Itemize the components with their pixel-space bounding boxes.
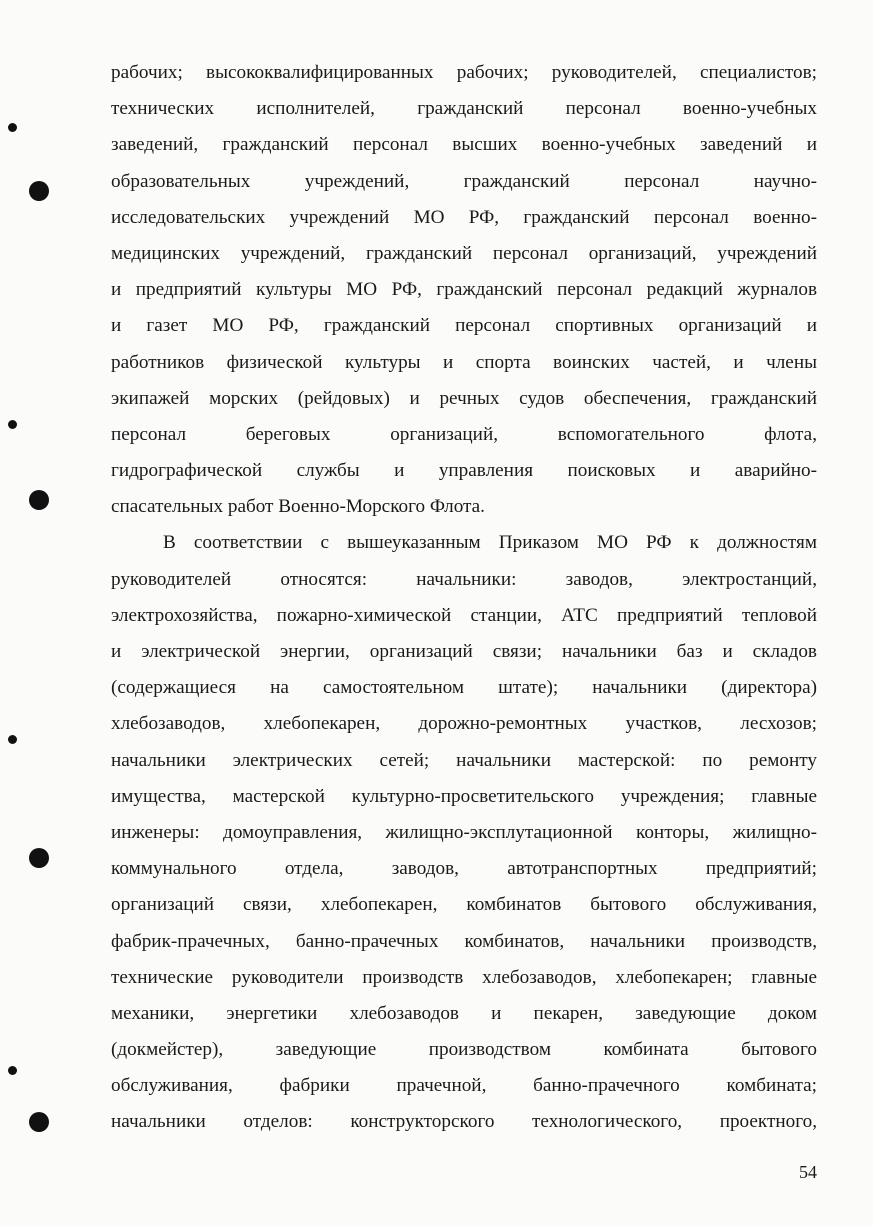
paragraph	[111, 525, 817, 1140]
text-line: начальники отделов: конструкторского технологического, проектного,	[111, 1111, 817, 1133]
text-line: организаций связи, хлебопекарен, комбинатов бытового обслуживания,	[111, 894, 817, 916]
text-line: персонал береговых организаций, вспомогательного флота,	[111, 423, 817, 445]
text-line: и газет МО РФ, гражданский персонал спортивных организаций и	[111, 315, 817, 337]
text-line: начальники электрических сетей; начальники мастерской: по ремонту	[111, 749, 817, 771]
text-line: спасательных работ Военно-Морского Флота.	[111, 496, 485, 518]
paragraph	[111, 55, 817, 525]
text-line: и электрической энергии, организаций связи; начальники баз и складов	[111, 641, 817, 662]
text-line: медицинских учреждений, гражданский персонал организаций, учреждений	[111, 242, 817, 264]
text-line: фабрик-прачечных, банно-прачечных комбинатов, начальники производств,	[111, 930, 817, 952]
binder-hole	[8, 123, 17, 132]
text-line: образовательных учреждений, гражданский персонал научно-	[111, 170, 817, 192]
page-number: 54	[799, 1162, 817, 1182]
text-line: инженеры: домоуправления, жилищно-эксплутационной конторы, жилищно-	[111, 821, 817, 843]
text-line: коммунального отдела, заводов, автотранспортных предприятий;	[111, 858, 817, 880]
text-line: хлебозаводов, хлебопекарен, дорожно-ремонтных участков, лесхозов;	[111, 713, 817, 735]
text-line: исследовательских учреждений МО РФ, гражданский персонал военно-	[111, 206, 817, 228]
binder-hole	[8, 735, 17, 744]
text-line: технических исполнителей, гражданский персонал военно-учебных	[111, 98, 817, 120]
binder-hole	[8, 1066, 17, 1075]
text-line: технические руководители производств хлебозаводов, хлебопекарен; главные	[111, 966, 817, 988]
text-line: электрохозяйства, пожарно-химической станции, АТС предприятий тепловой	[111, 604, 817, 626]
text-line: обслуживания, фабрики прачечной, банно-прачечного комбината;	[111, 1075, 817, 1097]
text-line: работников физической культуры и спорта воинских частей, и члены	[111, 351, 817, 373]
text-line: заведений, гражданский персонал высших военно-учебных заведений и	[111, 134, 817, 156]
text-line: имущества, мастерской культурно-просветительского учреждения; главные	[111, 785, 817, 807]
text-line: В соответствии с вышеуказанным Приказом МО РФ к должностям	[163, 532, 817, 554]
binder-hole	[29, 1112, 49, 1132]
binder-hole	[29, 490, 49, 510]
text-line: рабочих; высококвалифицированных рабочих; руководителей, специалистов;	[111, 62, 817, 83]
page-body	[111, 55, 817, 1141]
text-line: гидрографической службы и управления поисковых и аварийно-	[111, 460, 817, 482]
text-line: и предприятий культуры МО РФ, гражданский персонал редакций журналов	[111, 279, 817, 301]
text-line: (докмейстер), заведующие производством комбината бытового	[111, 1039, 817, 1061]
text-line: механики, энергетики хлебозаводов и пекарен, заведующие доком	[111, 1002, 817, 1024]
binder-hole	[29, 848, 49, 868]
binder-hole	[8, 420, 17, 429]
text-line: экипажей морских (рейдовых) и речных судов обеспечения, гражданский	[111, 387, 817, 409]
text-line: (содержащиеся на самостоятельном штате); начальники (директора)	[111, 677, 817, 699]
text-line: руководителей относятся: начальники: заводов, электростанций,	[111, 568, 817, 590]
binder-hole	[29, 181, 49, 201]
